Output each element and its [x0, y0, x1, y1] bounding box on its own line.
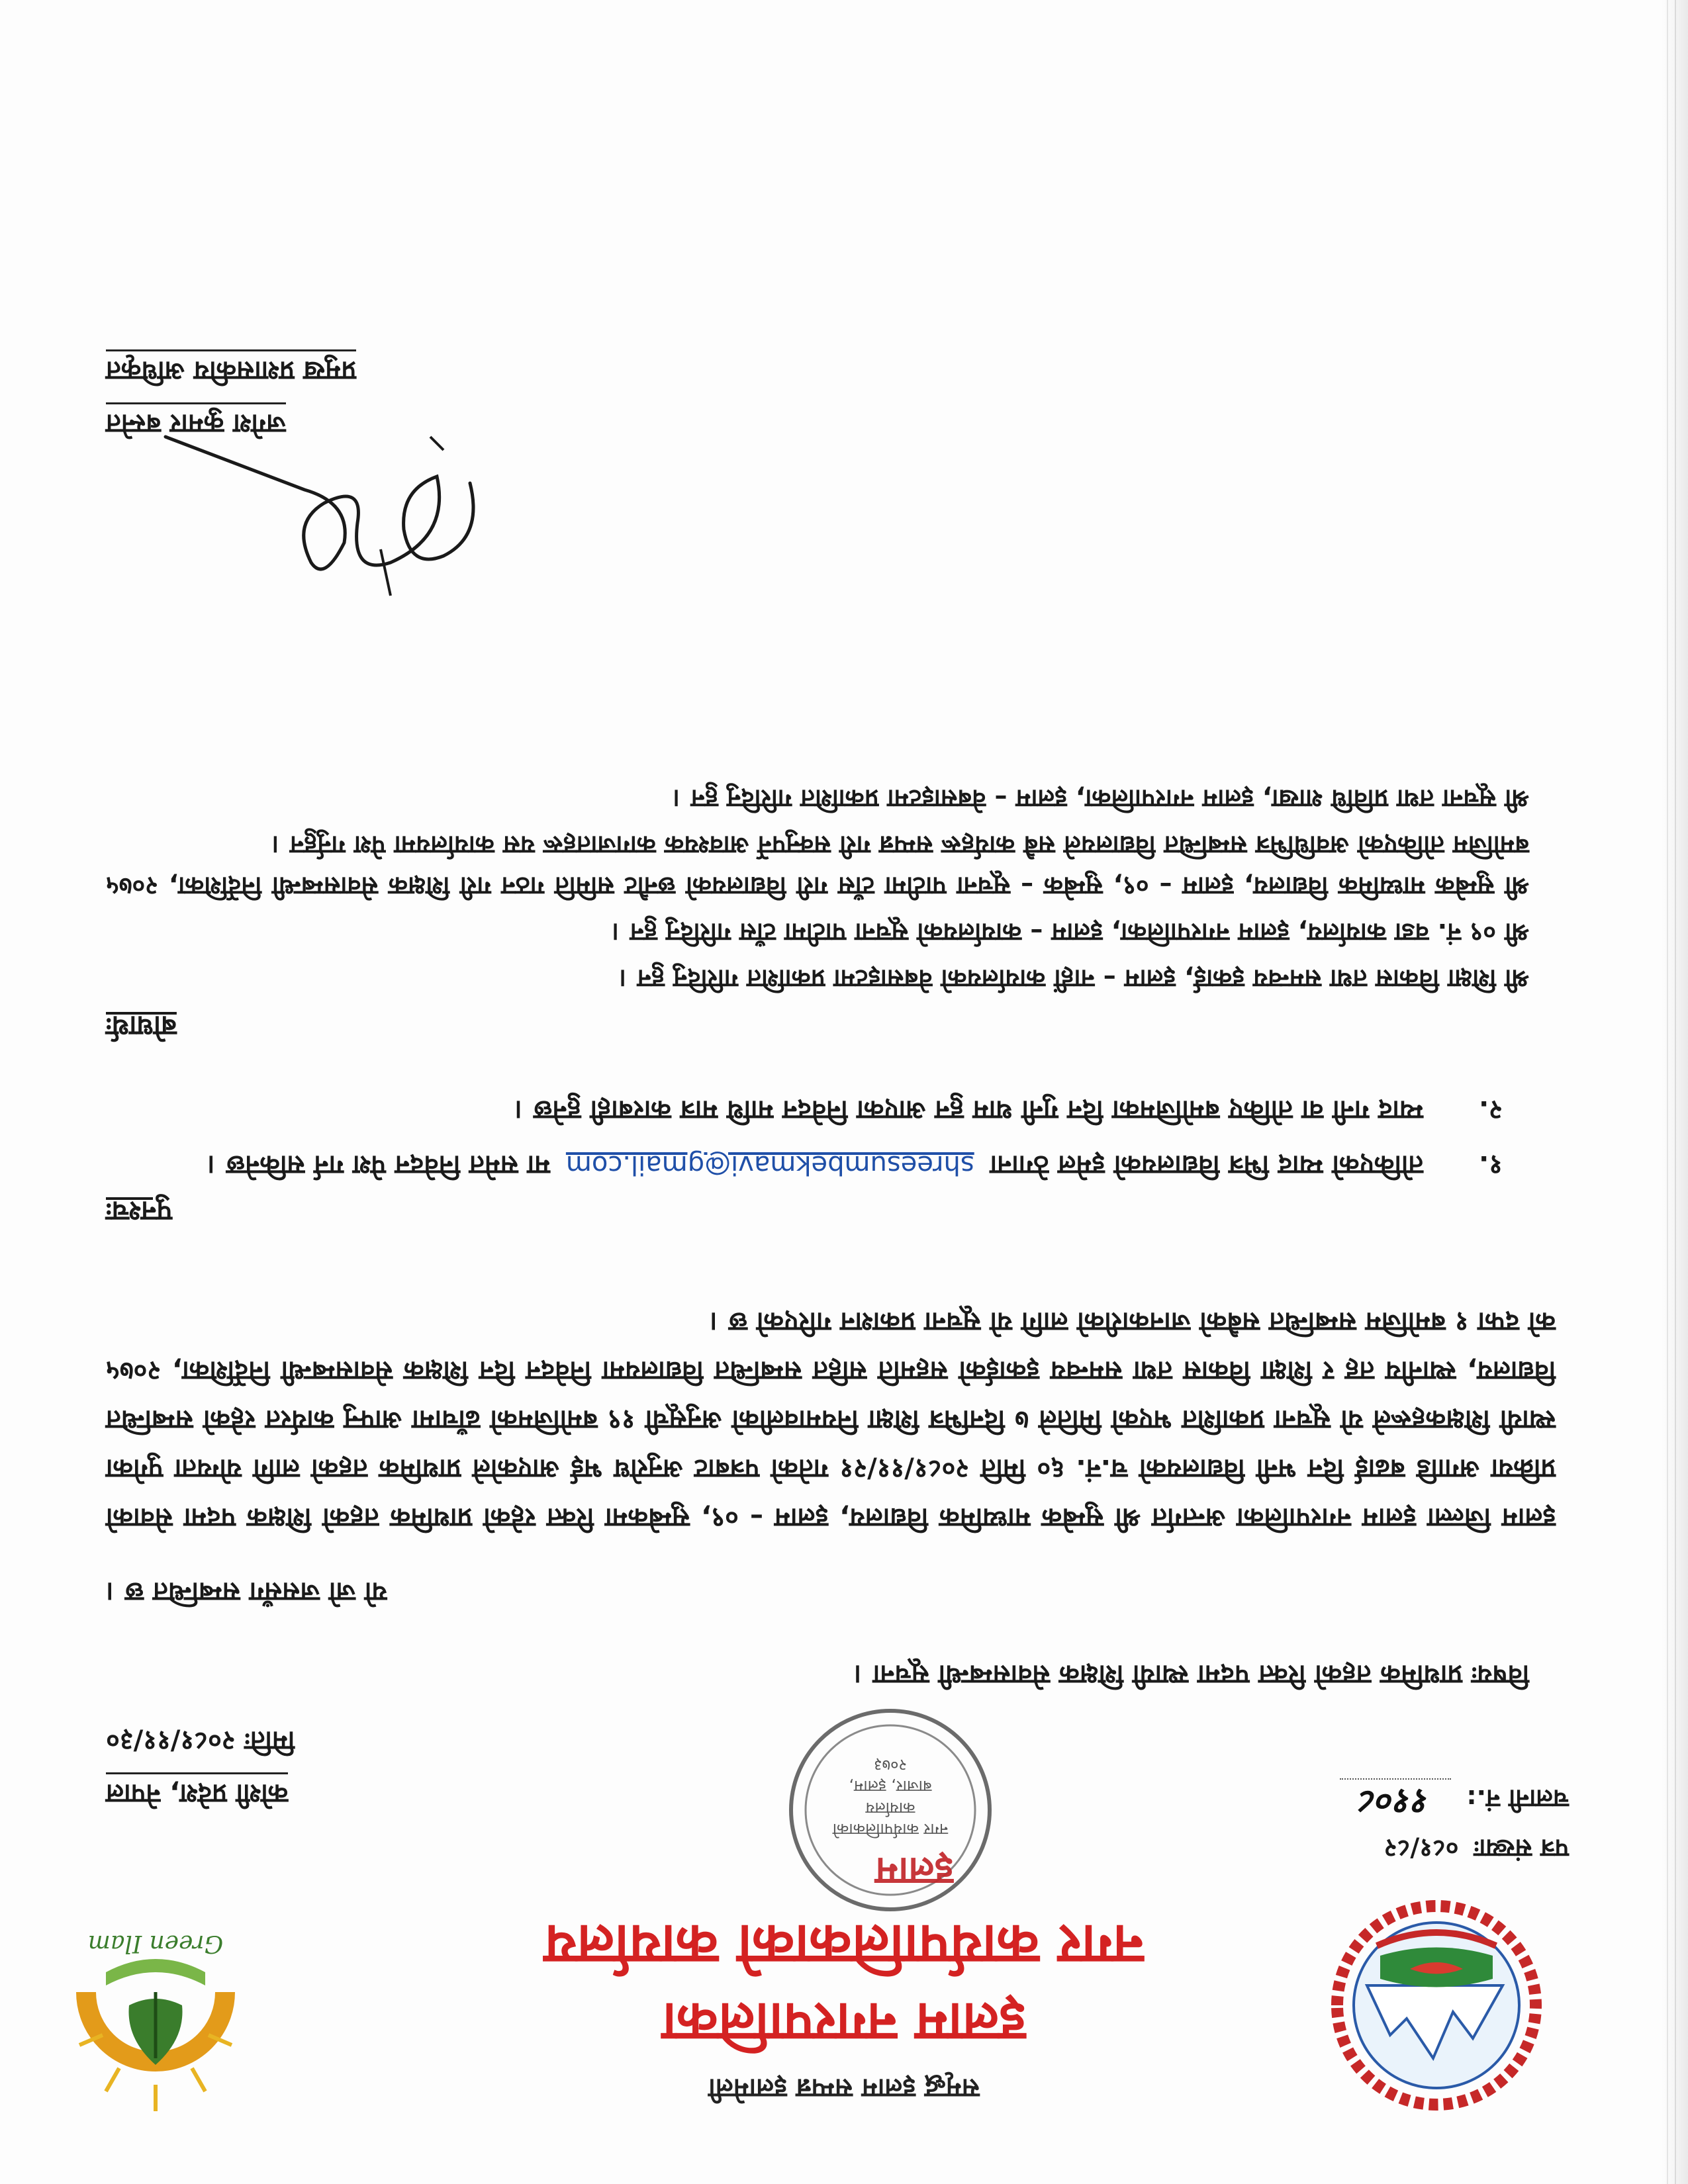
dispatch-number — [1340, 1778, 1569, 1827]
body-paragraph: इलाम जिल्ला इलाम नगरपालिका अन्तर्गत श्री सुम्बेक माध्यमिक विद्यालय, इलाम – ०९, सुम्बेकमा रिक्त रहेको प्राथमिक तहको शिक्षक पदमा सेवाको प्रक्रिया अगाडि बढाई दिन भनी विद्यालयको च.नं. ६० मिति २०८१/११/२१ गतेको पत्रबाट अनुरोध भई आएकोले प्राथमिक तहको लागि योग्यता पुगेका स्थायी शिक्षकहरूले यो सूचना प्रकाशित भएको मितिले ७ दिनभित्र शिक्षा नियमावलीको अनुसूची १९ बमोजिमको ढाँचामा आफ्नु कार्यरत रहेको सम्बन्धित विद्यालय, स्थानीय तह र शिक्षा विकास तथा समन्वय इकाईको सहमति सहित सम्बन्धित विद्यालयमा निवेदन दिन शिक्षक सेवासम्बन्धी निर्देशिका, २०७५ को दफा १ बमोजिम सम्बन्धित सबैको जानकारीको लागि यो सूचना प्रकाशन गरिएको छ । — [106, 1306, 1556, 1533]
list-item — [106, 1093, 1529, 1130]
list-item: श्री सुम्बेक माध्यमिक विद्यालय, इलाम – ०९, सुम्बेक – सूचना पाटीमा टाँस गरी विद्यालयको छनौट समिति गठन गरी शिक्षक सेवासम्बन्धी निर्देशिका, २०७५ बमोजिम तोकिएको अवधिभित्र सम्बन्धित विद्यालयले सबै कार्यहरू सम्पन्न गरी सक्नुपर्ने आवश्यक कागजातहरू यस कार्यालयमा पेश गर्नुहुन । — [106, 831, 1529, 901]
note-text: म्याद गनी वा तोकिए बमोजिमका दिन गुनी थाम हुन आएका निवेदन माथि मात्र कारबाही हुनेछ । — [514, 1095, 1423, 1125]
note-text — [207, 1148, 1423, 1185]
dispatch-number-label: चलानी नं.: — [1466, 1784, 1569, 1813]
note-text-before: तोकिएको म्याद भित्र विद्यालयको इमेल ठेगाना — [990, 1150, 1423, 1180]
paper-edge-line — [1675, 0, 1676, 2184]
letterhead-tagline: समृद्ध इलाम सम्पन्न इलामेली — [708, 2073, 980, 2103]
list-item: श्री शिक्षा विकास तथा समन्वय इकाई, इलाम – नाहीं कार्यालयको वेबसाइटमा प्रकाशित गरिदिनु हुन । — [619, 964, 1529, 993]
dispatch-number-value: ११०८ — [1340, 1778, 1451, 1827]
address: कोशी प्रदेश, नेपाल — [106, 1772, 288, 1813]
office-title: नगर कार्यपालिकाको कार्यालय — [544, 1913, 1144, 1978]
seal-line: कार्यालय — [865, 1798, 915, 1817]
cc-list — [106, 773, 1529, 999]
list-item: श्री ०९ नं. वडा कार्यालय, इलाम नगरपालिका, इलाम – कार्यालयको सूचना पाटीमा टाँस गरिदिनु हुन । — [612, 918, 1529, 947]
signature-icon — [152, 410, 523, 635]
list-item — [106, 1148, 1529, 1185]
subject-line — [106, 1658, 1529, 1694]
signatory-name: जगेश कुमार बस्नेत — [106, 402, 286, 443]
paper-edge-line — [1667, 0, 1668, 2184]
note-number: २. — [1479, 1095, 1503, 1125]
office-name: इलाम नगरपालिका — [662, 1991, 1026, 2054]
letter-number-label: पत्र संख्याः — [1474, 1834, 1569, 1863]
subject-text: प्राथमिक तहको रिक्त पदमा स्थायी शिक्षक सेवासम्बन्धी सूचना । — [853, 1659, 1462, 1690]
subject-label: विषयः — [1472, 1659, 1529, 1690]
seal-line: २०७३ — [874, 1755, 907, 1774]
salutation: यो जो जससँग सम्बन्धित छ । — [106, 1576, 387, 1607]
cc-heading: बोधार्थः — [106, 1010, 177, 1042]
seal-title: इलाम — [875, 1849, 953, 1894]
school-email-link[interactable]: shreesumbekmavi@gmail.com — [565, 1150, 974, 1180]
letter-date: मितिः २०८१/११/३० — [106, 1725, 295, 1756]
letter-number-value: ०८१/८२ — [1383, 1834, 1459, 1863]
signatory-title: प्रमुख प्रशासकीय अधिकृत — [106, 349, 356, 390]
notes-list — [106, 1075, 1529, 1185]
seal-line: नगर कार्यपालिकाको — [832, 1820, 949, 1839]
green-logo-text: Green Ilam — [87, 1930, 224, 1957]
seal-line: बाजार, इलाम, — [849, 1777, 932, 1796]
note-number: १. — [1479, 1150, 1503, 1180]
notes-heading: पुनश्चः — [106, 1195, 173, 1228]
list-item: श्री सूचना तथा प्रविधि शाखा, इलाम नगरपालिका, इलाम – वेबसाइटमा प्रकाशित गरिदिनु हुन । — [673, 784, 1529, 813]
note-text-after: मा समेत निवेदन पेश गर्न सकिनेछ । — [207, 1150, 550, 1180]
seal-text — [801, 1754, 980, 1840]
letter-number — [1384, 1832, 1569, 1866]
